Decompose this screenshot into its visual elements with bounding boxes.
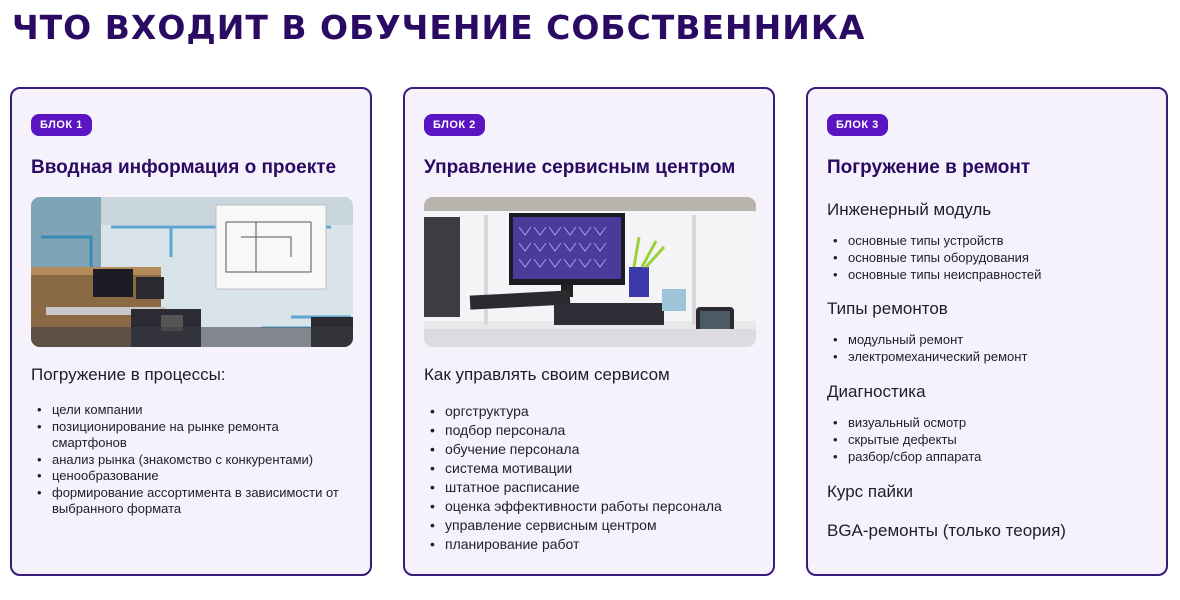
block-2-subtitle: Как управлять своим сервисом <box>424 365 670 384</box>
section-heading: BGA-ремонты (только теория) <box>827 521 1066 540</box>
list-item: • позиционирование на рынке ремонта смартфонов <box>37 418 279 450</box>
list-item: • электромеханический ремонт <box>833 349 1028 364</box>
list-item: • визуальный осмотр <box>833 415 967 430</box>
block-3-title: Погружение в ремонт <box>827 157 1031 178</box>
list-item: • анализ рынка (знакомство с конкурентами) <box>37 451 314 467</box>
block-3-badge: БЛОК 3 <box>827 114 888 136</box>
block-2-badge: БЛОК 2 <box>424 114 485 136</box>
list-item: • планирование работ <box>430 536 580 552</box>
list-item: • основные типы оборудования <box>833 250 1029 265</box>
section-list <box>829 232 1149 283</box>
block-1-card <box>10 87 372 576</box>
section-list <box>829 331 1149 365</box>
list-item: • модульный ремонт <box>833 332 964 347</box>
block-2-card <box>403 87 775 576</box>
block-1-badge: БЛОК 1 <box>31 114 92 136</box>
list-item: • подбор персонала <box>430 422 566 438</box>
block-1-subtitle: Погружение в процессы: <box>31 365 226 384</box>
workshop-photo <box>31 197 353 347</box>
block-2-list <box>426 402 766 554</box>
list-item: • скрытые дефекты <box>833 432 957 447</box>
block-1-title: Вводная информация о проекте <box>31 157 337 178</box>
list-item: • оргструктура <box>430 403 529 419</box>
section-heading: Диагностика <box>827 382 926 401</box>
list-item: • штатное расписание <box>430 479 580 495</box>
list-item: • обучение персонала <box>430 441 580 457</box>
block-2-title: Управление сервисным центром <box>424 157 736 178</box>
section-heading: Инженерный модуль <box>827 200 992 219</box>
list-item: • основные типы устройств <box>833 233 1004 248</box>
list-item: • цели компании <box>37 402 143 417</box>
service-desk-photo <box>424 197 756 347</box>
list-item: • основные типы неисправностей <box>833 267 1042 282</box>
section-list <box>829 414 1149 465</box>
list-item: • система мотивации <box>430 460 573 476</box>
section-heading: Типы ремонтов <box>827 299 948 318</box>
list-item: • формирование ассортимента в зависимости от выбранного формата <box>37 484 339 516</box>
block-3-card <box>806 87 1168 576</box>
list-item: • разбор/сбор аппарата <box>833 449 982 464</box>
block-1-list <box>33 402 353 518</box>
page-title: ЧТО ВХОДИТ В ОБУЧЕНИЕ СОБСТВЕННИКА <box>12 8 866 47</box>
list-item: • ценообразование <box>37 468 159 483</box>
section-heading: Курс пайки <box>827 482 913 501</box>
list-item: • управление сервисным центром <box>430 517 657 533</box>
list-item: • оценка эффективности работы персонала <box>430 498 722 514</box>
